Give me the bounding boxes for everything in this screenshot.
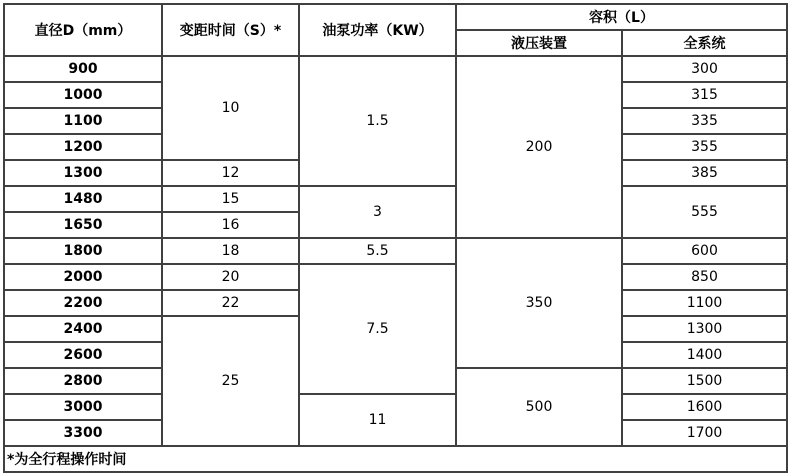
header-pitch-time: 变距时间（S）*	[162, 4, 299, 56]
table-cell: 2000	[4, 264, 162, 290]
table-cell: 16	[162, 212, 299, 238]
header-row-1	[4, 4, 787, 30]
header-diameter: 直径D（mm）	[4, 4, 162, 56]
table-row	[4, 264, 787, 290]
table-cell: 22	[162, 290, 299, 316]
table-cell: 1300	[4, 160, 162, 186]
table-row	[4, 56, 787, 82]
header-hydraulic-unit: 液压装置	[456, 30, 622, 56]
table-cell: 300	[622, 56, 787, 82]
table-cell: 385	[622, 160, 787, 186]
footnote-row	[4, 446, 787, 472]
table-cell: 3300	[4, 420, 162, 446]
table-cell: 355	[622, 134, 787, 160]
table-cell: 1700	[622, 420, 787, 446]
table-cell: 500	[456, 368, 622, 446]
table-cell: 15	[162, 186, 299, 212]
table-cell: 1600	[622, 394, 787, 420]
table-cell: 1000	[4, 82, 162, 108]
table-cell: 335	[622, 108, 787, 134]
table-cell: 2600	[4, 342, 162, 368]
table-cell: 555	[622, 186, 787, 238]
table-cell: 1400	[622, 342, 787, 368]
spec-table	[3, 3, 788, 473]
table-row	[4, 394, 787, 420]
table-header	[4, 4, 787, 56]
table-cell: 600	[622, 238, 787, 264]
table-cell: 1480	[4, 186, 162, 212]
table-cell: 20	[162, 264, 299, 290]
table-cell: 3	[299, 186, 456, 238]
header-full-system: 全系统	[622, 30, 787, 56]
table-cell: 1.5	[299, 56, 456, 186]
table-cell: 2200	[4, 290, 162, 316]
table-cell: 5.5	[299, 238, 456, 264]
table-cell: 315	[622, 82, 787, 108]
table-body	[4, 56, 787, 446]
table-cell: 1800	[4, 238, 162, 264]
table-cell: 3000	[4, 394, 162, 420]
table-cell: 1200	[4, 134, 162, 160]
table-cell: 850	[622, 264, 787, 290]
header-volume-group: 容积（L）	[456, 4, 787, 30]
table-cell: 200	[456, 56, 622, 238]
table-cell: 7.5	[299, 264, 456, 394]
table-cell: 10	[162, 56, 299, 160]
table-row	[4, 238, 787, 264]
table-cell: 900	[4, 56, 162, 82]
table-cell: 1100	[4, 108, 162, 134]
table-cell: 12	[162, 160, 299, 186]
table-cell: 18	[162, 238, 299, 264]
footnote-text: *为全行程操作时间	[4, 446, 787, 472]
header-pump-power: 油泵功率（KW）	[299, 4, 456, 56]
table-cell: 1500	[622, 368, 787, 394]
table-footer	[4, 446, 787, 472]
table-cell: 350	[456, 238, 622, 368]
table-cell: 25	[162, 316, 299, 446]
table-row	[4, 186, 787, 212]
table-cell: 1100	[622, 290, 787, 316]
table-cell: 2800	[4, 368, 162, 394]
table-cell: 2400	[4, 316, 162, 342]
table-cell: 1650	[4, 212, 162, 238]
table-cell: 11	[299, 394, 456, 446]
table-cell: 1300	[622, 316, 787, 342]
